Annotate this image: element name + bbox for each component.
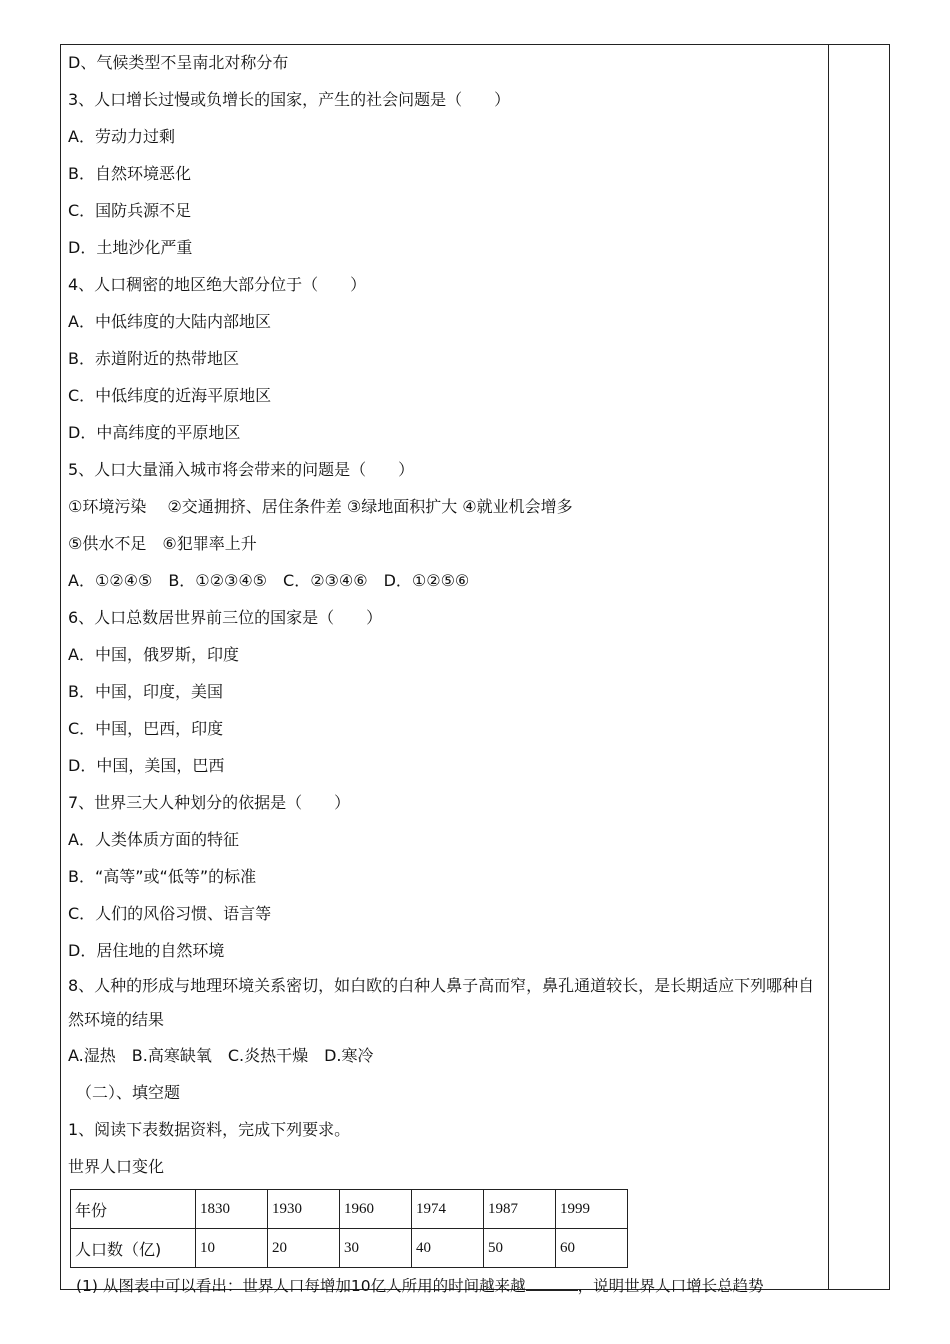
q4-stem: 4、人口稠密的地区绝大部分位于（ ） — [68, 275, 367, 294]
population-label: 人口数（亿) — [71, 1229, 196, 1268]
q3-option-d: D．土地沙化严重 — [68, 238, 193, 257]
population-cell: 40 — [412, 1229, 484, 1268]
year-cell: 1999 — [556, 1190, 628, 1229]
year-cell: 1930 — [268, 1190, 340, 1229]
q7-option-b: B．“高等”或“低等”的标准 — [68, 867, 257, 886]
q4-option-a: A．中低纬度的大陆内部地区 — [68, 312, 271, 331]
population-cell: 10 — [196, 1229, 268, 1268]
q7-stem: 7、世界三大人种划分的依据是（ ） — [68, 793, 351, 812]
q4-option-c: C．中低纬度的近海平原地区 — [68, 386, 272, 405]
q7-option-d: D．居住地的自然环境 — [68, 941, 225, 960]
population-cell: 50 — [484, 1229, 556, 1268]
population-cell: 20 — [268, 1229, 340, 1268]
q4-option-d: D．中高纬度的平原地区 — [68, 423, 241, 442]
answer-blank[interactable] — [526, 1276, 578, 1291]
q6-option-a: A．中国，俄罗斯，印度 — [68, 645, 239, 664]
q7-option-a: A．人类体质方面的特征 — [68, 830, 239, 849]
q6-stem: 6、人口总数居世界前三位的国家是（ ） — [68, 608, 383, 627]
q3-option-b: B．自然环境恶化 — [68, 164, 191, 183]
sub1-text-before: (1) 从图表中可以看出：世界人口每增加10亿人所用的时间越来越 — [76, 1277, 526, 1295]
q5-items-2: ⑤供水不足 ⑥犯罪率上升 — [68, 534, 257, 553]
year-label: 年份 — [71, 1190, 196, 1229]
fill-q1-stem: 1、阅读下表数据资料，完成下列要求。 — [68, 1120, 351, 1139]
q8-options: A.湿热 B.高寒缺氧 C.炎热干燥 D.寒冷 — [68, 1046, 374, 1065]
q3-stem: 3、人口增长过慢或负增长的国家，产生的社会问题是（ ） — [68, 90, 511, 109]
table-title: 世界人口变化 — [68, 1157, 165, 1176]
population-table — [70, 1189, 628, 1268]
q3-option-c: C．国防兵源不足 — [68, 201, 192, 220]
q7-option-c: C．人们的风俗习惯、语言等 — [68, 904, 272, 923]
q6-option-b: B．中国，印度，美国 — [68, 682, 223, 701]
section-fill-in-title: （二）、填空题 — [76, 1083, 181, 1102]
q6-option-c: C．中国，巴西，印度 — [68, 719, 224, 738]
q2-option-d: D、气候类型不呈南北对称分布 — [68, 53, 289, 72]
population-cell: 30 — [340, 1229, 412, 1268]
sub1-text-after: ，说明世界人口增长总趋势 — [577, 1277, 764, 1295]
q5-options: A．①②④⑤ B．①②③④⑤ C．②③④⑥ D．①②⑤⑥ — [68, 571, 470, 590]
year-cell: 1974 — [412, 1190, 484, 1229]
question-content — [68, 44, 823, 1305]
fill-q1-sub1 — [68, 1268, 823, 1305]
q8-stem: 8、人种的形成与地理环境关系密切，如白欧的白种人鼻子高而窄，鼻孔通道较长，是长期适应下列哪种自然环境的结果 — [68, 976, 815, 1029]
year-cell: 1830 — [196, 1190, 268, 1229]
q5-stem: 5、人口大量涌入城市将会带来的问题是（ ） — [68, 460, 415, 479]
column-divider — [828, 44, 829, 1290]
table-row — [71, 1190, 628, 1229]
q3-option-a: A．劳动力过剩 — [68, 127, 175, 146]
year-cell: 1987 — [484, 1190, 556, 1229]
q5-items-1: ①环境污染 ②交通拥挤、居住条件差 ③绿地面积扩大 ④就业机会增多 — [68, 497, 573, 516]
table-row — [71, 1229, 628, 1268]
q6-option-d: D．中国，美国，巴西 — [68, 756, 225, 775]
population-cell: 60 — [556, 1229, 628, 1268]
q4-option-b: B．赤道附近的热带地区 — [68, 349, 239, 368]
year-cell: 1960 — [340, 1190, 412, 1229]
